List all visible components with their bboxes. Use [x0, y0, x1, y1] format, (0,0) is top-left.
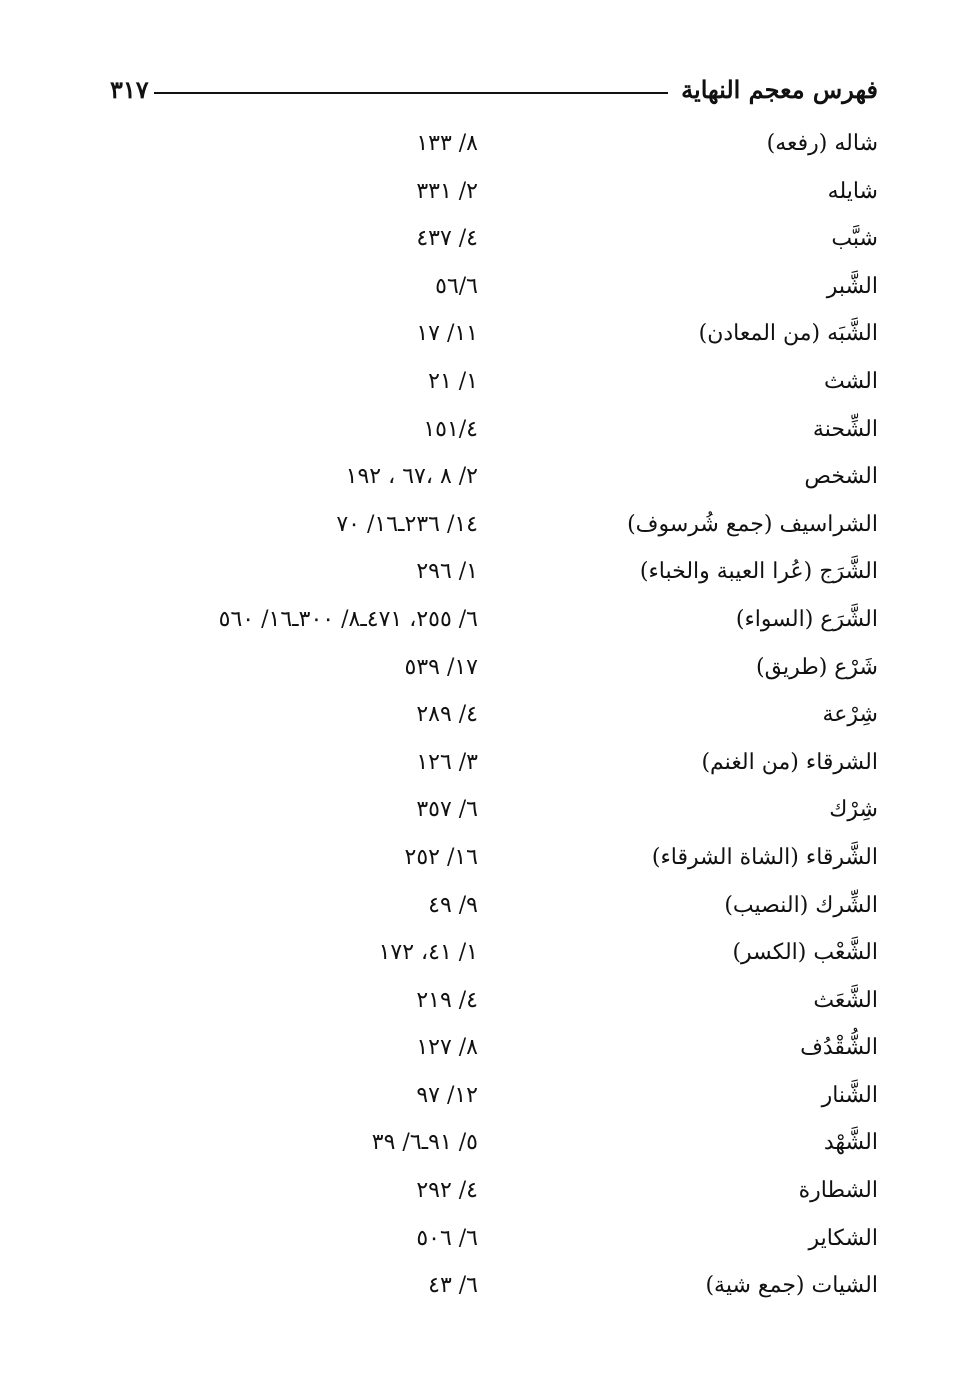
index-entry	[0, 739, 956, 787]
header-rule	[154, 92, 668, 94]
index-reference: ٦/ ٤٣	[428, 1273, 478, 1299]
index-entry	[0, 786, 956, 834]
index-term: الشث	[823, 368, 878, 394]
index-entry	[0, 310, 956, 358]
index-entry	[0, 596, 956, 644]
running-header	[110, 72, 878, 108]
index-term: شاله (رفعه)	[766, 131, 878, 156]
index-reference: ٨/ ١٣٣	[416, 131, 478, 156]
index-reference: ٢/ ٨ ،٦٧ ، ١٩٢	[345, 464, 478, 490]
index-reference: ٥/ ٩١ـ٦/ ٣٩	[371, 1130, 478, 1156]
index-reference: ١/ ٢٩٦	[416, 559, 478, 585]
index-entry	[0, 406, 956, 454]
index-reference: ١/ ٤١، ١٧٢	[378, 940, 478, 966]
index-reference: ١٦/ ٢٥٢	[404, 844, 478, 870]
index-term: الشَّبر	[826, 273, 878, 299]
index-entry	[0, 215, 956, 263]
index-entry	[0, 691, 956, 739]
index-reference: ١٤/ ٢٣٦ـ١٦/ ٧٠	[336, 511, 478, 537]
index-reference: ١٧/ ٥٣٩	[404, 654, 478, 680]
index-term: الشَّرقاء (الشاة الشرقاء)	[651, 844, 878, 870]
index-term: شبَّب	[831, 226, 878, 252]
index-term: الشطارة	[798, 1178, 878, 1204]
index-entry	[0, 929, 956, 977]
index-term: الشكاير	[808, 1225, 878, 1251]
index-term: الشُّقْدُف	[800, 1035, 878, 1061]
index-term: الشراسيف (جمع شُرسوف)	[627, 511, 878, 537]
index-term: الشَّعَث	[813, 987, 878, 1013]
index-entry	[0, 358, 956, 406]
index-entry	[0, 1215, 956, 1263]
index-entry	[0, 1024, 956, 1072]
index-term: شَرْع (طريق)	[756, 654, 878, 680]
index-term: شِرْك	[829, 797, 878, 823]
index-entry	[0, 977, 956, 1025]
index-reference: ١٢/ ٩٧	[416, 1082, 478, 1108]
index-reference: ٤/ ٤٣٧	[416, 226, 478, 252]
index-term: الشرقاء (من الغنم)	[701, 749, 878, 775]
index-reference: ٤/ ٢٨٩	[416, 702, 478, 728]
index-entry	[0, 263, 956, 311]
index-entry	[0, 120, 956, 168]
index-term: الشَّهْد	[823, 1130, 878, 1156]
index-entry	[0, 644, 956, 692]
index-entry	[0, 548, 956, 596]
index-entry	[0, 168, 956, 216]
index-entry	[0, 1119, 956, 1167]
index-term: الشَّرَج (عُرا العيبة والخباء)	[639, 559, 878, 585]
index-reference: ٤/ ٢٩٢	[416, 1178, 478, 1204]
header-title: فهرس معجم النهاية	[681, 75, 878, 104]
index-term: الشيات (جمع شية)	[705, 1273, 878, 1299]
index-reference: ٦/ ٢٥٥، ٤٧١ـ٨/ ٣٠٠ـ١٦/ ٥٦٠	[218, 606, 478, 632]
index-reference: ٤/ ٢١٩	[416, 987, 478, 1013]
index-reference: ٢/ ٣٣١	[416, 178, 478, 204]
page-number: ٣١٧	[110, 75, 149, 104]
index-entry	[0, 1072, 956, 1120]
index-term: الشِّرك (النصيب)	[724, 892, 878, 918]
index-term: الشَّعْب (الكسر)	[732, 940, 878, 966]
index-term: شِرْعة	[822, 702, 878, 728]
index-reference: ١٥١/٤	[423, 416, 478, 442]
index-reference: ١١/ ١٧	[416, 321, 478, 347]
index-reference: ٩/ ٤٩	[428, 892, 478, 918]
index-term: الشَّرَع (السواء)	[735, 606, 878, 632]
index-reference: ١/ ٢١	[428, 368, 478, 394]
index-entry	[0, 501, 956, 549]
index-reference: ٨/ ١٢٧	[416, 1035, 478, 1061]
index-term: الشَّبَه (من المعادن)	[698, 321, 878, 347]
index-entries-list	[0, 120, 956, 1310]
index-reference: ٦/ ٣٥٧	[416, 797, 478, 823]
index-reference: ٣/ ١٢٦	[416, 749, 478, 775]
index-entry	[0, 1167, 956, 1215]
index-entry	[0, 834, 956, 882]
index-entry	[0, 1262, 956, 1310]
index-reference: ٦/ ٥٠٦	[416, 1225, 478, 1251]
index-entry	[0, 453, 956, 501]
index-term: الشَّنار	[821, 1082, 878, 1108]
index-term: الشخص	[804, 464, 878, 490]
index-entry	[0, 882, 956, 930]
index-reference: ٥٦/٦	[435, 273, 478, 299]
index-term: شايله	[827, 178, 878, 204]
index-term: الشِّحنة	[812, 416, 878, 442]
